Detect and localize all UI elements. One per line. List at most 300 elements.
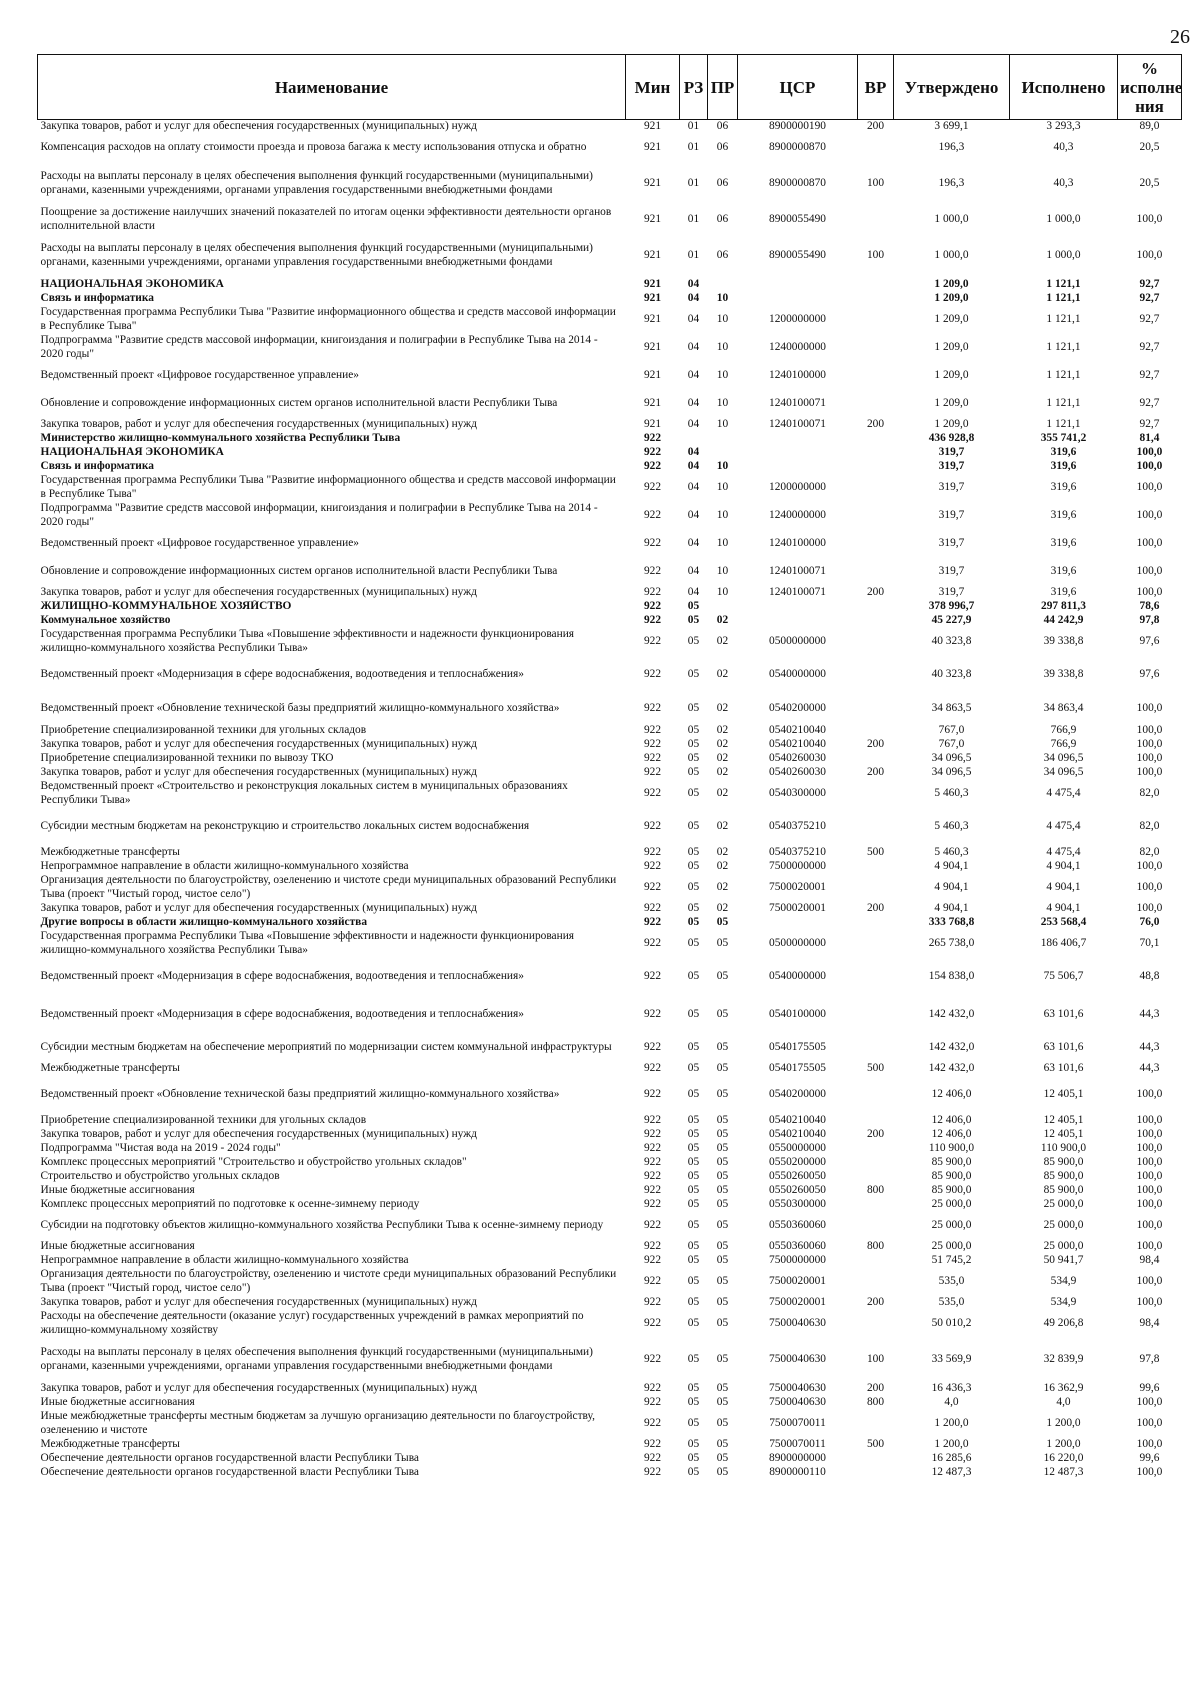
cell-percent: 100,0 — [1136, 248, 1163, 261]
cell-executed: 766,9 — [1050, 723, 1077, 736]
cell-executed: 25 000,0 — [1043, 1239, 1084, 1252]
cell-vr: 500 — [866, 1061, 885, 1074]
cell-executed: 319,6 — [1050, 585, 1077, 598]
budget-table-container — [37, 54, 1181, 1480]
cell-approved: 767,0 — [938, 737, 965, 750]
cell-name: ЖИЛИЩНО-КОММУНАЛЬНОЕ ХОЗЯЙСТВО — [40, 599, 292, 612]
cell-vr — [858, 996, 894, 1034]
cell-percent: 97,6 — [1139, 667, 1160, 680]
cell-vr — [858, 432, 894, 446]
cell-approved: 3 699,1 — [934, 120, 969, 132]
cell-pr: 05 — [716, 915, 729, 928]
cell-rz: 05 — [687, 1316, 700, 1329]
cell-executed: 63 101,6 — [1043, 1061, 1084, 1074]
table-row — [38, 460, 1182, 474]
table-row — [38, 278, 1182, 292]
cell-min: 922 — [643, 1381, 662, 1394]
cell-csr: 0540375210 — [769, 819, 826, 832]
cell-rz: 05 — [687, 819, 700, 832]
cell-name: Закупка товаров, работ и услуг для обеспечения государственных (муниципальных) нужд — [40, 1295, 477, 1308]
cell-executed: 34 096,5 — [1043, 751, 1084, 764]
header-name: Наименование — [38, 55, 626, 120]
cell-percent: 99,6 — [1139, 1451, 1160, 1464]
cell-rz: 05 — [687, 1274, 700, 1287]
cell-rz: 04 — [687, 508, 700, 521]
cell-approved: 1 000,0 — [934, 212, 969, 225]
table-row — [38, 1062, 1182, 1076]
cell-csr — [738, 432, 858, 446]
table-row — [38, 306, 1182, 334]
cell-pr: 05 — [716, 969, 729, 982]
cell-approved: 5 460,3 — [934, 786, 969, 799]
table-row — [38, 530, 1182, 558]
cell-name: Ведомственный проект «Модернизация в сфере водоснабжения, водоотведения и теплоснабжения» — [40, 667, 524, 680]
cell-name: Ведомственный проект «Модернизация в сфере водоснабжения, водоотведения и теплоснабжения» — [40, 1007, 524, 1020]
cell-executed: 75 506,7 — [1043, 969, 1084, 982]
cell-vr — [858, 600, 894, 614]
cell-percent: 100,0 — [1136, 737, 1163, 750]
cell-name: НАЦИОНАЛЬНАЯ ЭКОНОМИКА — [40, 445, 224, 458]
table-row — [38, 1310, 1182, 1338]
cell-rz: 05 — [687, 1007, 700, 1020]
cell-csr: 0540210040 — [769, 1127, 826, 1140]
cell-executed: 1 200,0 — [1046, 1416, 1081, 1429]
cell-min: 921 — [643, 212, 662, 225]
cell-name: Непрограммное направление в области жилищно-коммунального хозяйства — [40, 859, 409, 872]
cell-approved: 319,7 — [938, 585, 965, 598]
cell-percent: 100,0 — [1136, 1087, 1163, 1100]
cell-percent: 100,0 — [1136, 1295, 1163, 1308]
cell-rz: 05 — [687, 969, 700, 982]
cell-csr: 7500020001 — [769, 880, 826, 893]
cell-approved: 85 900,0 — [931, 1169, 972, 1182]
cell-pr: 06 — [716, 140, 729, 153]
cell-percent: 44,3 — [1139, 1040, 1160, 1053]
cell-pr: 05 — [716, 1395, 729, 1408]
cell-percent: 100,0 — [1136, 765, 1163, 778]
cell-csr — [738, 916, 858, 930]
cell-min: 922 — [643, 536, 662, 549]
cell-csr: 0500000000 — [769, 634, 826, 647]
cell-percent: 100,0 — [1136, 1437, 1163, 1450]
cell-min: 922 — [643, 936, 662, 949]
cell-vr: 200 — [866, 1127, 885, 1140]
cell-approved: 12 487,3 — [931, 1465, 972, 1478]
cell-rz: 04 — [687, 480, 700, 493]
cell-percent: 92,7 — [1139, 368, 1160, 381]
cell-pr: 10 — [716, 536, 729, 549]
cell-min: 922 — [643, 1061, 662, 1074]
cell-pr: 02 — [716, 880, 729, 893]
cell-percent: 48,8 — [1139, 969, 1160, 982]
cell-percent: 100,0 — [1136, 508, 1163, 521]
cell-name: Расходы на выплаты персоналу в целях обеспечения выполнения функций государственными (муниципальными) органами, казенными учреждениями, органами управления государственными внебюджетными фондами — [40, 1346, 593, 1372]
cell-approved: 4 904,1 — [934, 859, 969, 872]
cell-csr: 7500040630 — [769, 1316, 826, 1329]
cell-executed: 12 405,1 — [1043, 1087, 1084, 1100]
table-row — [38, 390, 1182, 418]
cell-vr — [858, 930, 894, 958]
cell-csr: 0540210040 — [769, 737, 826, 750]
cell-vr — [858, 724, 894, 738]
cell-executed: 253 568,4 — [1040, 915, 1087, 928]
cell-rz: 04 — [687, 459, 700, 472]
cell-executed: 1 121,1 — [1046, 417, 1081, 430]
cell-percent: 92,7 — [1139, 396, 1160, 409]
table-row — [38, 134, 1182, 162]
cell-pr: 05 — [716, 1155, 729, 1168]
cell-min: 922 — [643, 969, 662, 982]
table-row — [38, 656, 1182, 694]
cell-csr: 0540100000 — [769, 1007, 826, 1020]
cell-approved: 34 863,5 — [931, 701, 972, 714]
cell-executed: 534,9 — [1050, 1295, 1077, 1308]
cell-pr: 10 — [716, 480, 729, 493]
cell-rz: 01 — [687, 140, 700, 153]
cell-min: 922 — [643, 1465, 662, 1478]
cell-rz: 05 — [687, 1381, 700, 1394]
cell-approved: 12 406,0 — [931, 1127, 972, 1140]
cell-percent: 81,4 — [1139, 431, 1160, 444]
cell-vr — [858, 1212, 894, 1240]
cell-vr — [858, 656, 894, 694]
cell-min: 922 — [643, 915, 662, 928]
cell-csr: 7500040630 — [769, 1381, 826, 1394]
cell-executed: 25 000,0 — [1043, 1197, 1084, 1210]
cell-percent: 20,5 — [1139, 176, 1160, 189]
cell-csr — [738, 292, 858, 306]
table-row — [38, 958, 1182, 996]
cell-executed: 4 904,1 — [1046, 859, 1081, 872]
cell-rz: 05 — [687, 1155, 700, 1168]
cell-rz: 05 — [687, 634, 700, 647]
cell-name: Государственная программа Республики Тыва "Развитие информационного общества и средств массовой информации в Республике Тыва" — [40, 306, 616, 332]
cell-csr: 0540210040 — [769, 1113, 826, 1126]
cell-name: Расходы на выплаты персоналу в целях обеспечения выполнения функций государственными (муниципальными) органами, казенными учреждениями, органами управления государственными внебюджетными фондами — [40, 170, 593, 196]
cell-approved: 1 209,0 — [934, 396, 969, 409]
cell-percent: 100,0 — [1136, 480, 1163, 493]
cell-approved: 142 432,0 — [928, 1040, 975, 1053]
cell-percent: 100,0 — [1136, 1169, 1163, 1182]
table-row — [38, 1254, 1182, 1268]
cell-pr: 02 — [716, 819, 729, 832]
table-row — [38, 860, 1182, 874]
cell-rz: 05 — [687, 613, 700, 626]
cell-csr: 8900055490 — [769, 248, 826, 261]
cell-pr: 02 — [716, 901, 729, 914]
cell-approved: 196,3 — [938, 176, 965, 189]
cell-csr: 8900000870 — [769, 176, 826, 189]
cell-name: Ведомственный проект «Цифровое государственное управление» — [40, 536, 359, 549]
table-row — [38, 1452, 1182, 1466]
cell-executed: 12 405,1 — [1043, 1127, 1084, 1140]
table-row — [38, 1396, 1182, 1410]
cell-approved: 436 928,8 — [928, 431, 975, 444]
cell-executed: 40,3 — [1053, 140, 1074, 153]
cell-vr: 800 — [866, 1395, 885, 1408]
cell-vr — [858, 1254, 894, 1268]
table-row — [38, 234, 1182, 278]
cell-approved: 34 096,5 — [931, 751, 972, 764]
cell-executed: 40,3 — [1053, 176, 1074, 189]
cell-rz: 05 — [687, 786, 700, 799]
cell-executed: 16 220,0 — [1043, 1451, 1084, 1464]
cell-csr: 8900000870 — [769, 140, 826, 153]
cell-min: 922 — [643, 765, 662, 778]
cell-approved: 40 323,8 — [931, 634, 972, 647]
cell-approved: 85 900,0 — [931, 1183, 972, 1196]
cell-name: Приобретение специализированной техники для угольных складов — [40, 1113, 367, 1126]
table-row — [38, 930, 1182, 958]
cell-vr — [858, 958, 894, 996]
cell-vr: 800 — [866, 1239, 885, 1252]
cell-pr: 06 — [716, 248, 729, 261]
cell-percent: 100,0 — [1136, 1113, 1163, 1126]
cell-pr: 02 — [716, 723, 729, 736]
cell-name: Закупка товаров, работ и услуг для обеспечения государственных (муниципальных) нужд — [40, 901, 477, 914]
cell-min: 922 — [643, 431, 662, 444]
cell-pr: 10 — [716, 312, 729, 325]
cell-executed: 319,6 — [1050, 536, 1077, 549]
table-row — [38, 628, 1182, 656]
table-row — [38, 1198, 1182, 1212]
cell-min: 922 — [643, 480, 662, 493]
table-row — [38, 446, 1182, 460]
cell-csr — [738, 460, 858, 474]
table-row — [38, 996, 1182, 1034]
cell-rz: 05 — [687, 1451, 700, 1464]
cell-name: Приобретение специализированной техники по вывозу ТКО — [40, 751, 334, 764]
cell-min: 922 — [643, 1087, 662, 1100]
page-number: 26 — [1170, 26, 1190, 48]
cell-approved: 1 209,0 — [934, 368, 969, 381]
cell-rz: 05 — [687, 599, 700, 612]
cell-vr — [858, 1076, 894, 1114]
cell-pr: 02 — [716, 751, 729, 764]
cell-executed: 1 121,1 — [1046, 312, 1081, 325]
cell-csr: 0550000000 — [769, 1141, 826, 1154]
cell-executed: 63 101,6 — [1043, 1040, 1084, 1053]
cell-executed: 34 096,5 — [1043, 765, 1084, 778]
cell-min: 922 — [643, 1127, 662, 1140]
cell-name: Компенсация расходов на оплату стоимости проезда и провоза багажа к месту использования отпуска и обратно — [40, 140, 587, 153]
cell-approved: 51 745,2 — [931, 1253, 972, 1266]
cell-vr: 500 — [866, 1437, 885, 1450]
table-row — [38, 902, 1182, 916]
cell-approved: 25 000,0 — [931, 1218, 972, 1231]
cell-min: 922 — [643, 1113, 662, 1126]
cell-approved: 25 000,0 — [931, 1197, 972, 1210]
cell-min: 922 — [643, 1352, 662, 1365]
cell-pr: 06 — [716, 120, 729, 132]
cell-min: 922 — [643, 723, 662, 736]
cell-rz: 04 — [687, 445, 700, 458]
cell-percent: 100,0 — [1136, 859, 1163, 872]
cell-name: Ведомственный проект «Обновление технической базы предприятий жилищно-коммунального хозяйства» — [40, 701, 560, 714]
cell-executed: 534,9 — [1050, 1274, 1077, 1287]
cell-percent: 99,6 — [1139, 1381, 1160, 1394]
cell-min: 922 — [643, 845, 662, 858]
cell-vr — [858, 1142, 894, 1156]
cell-approved: 4 904,1 — [934, 901, 969, 914]
cell-percent: 100,0 — [1136, 1416, 1163, 1429]
table-row — [38, 1338, 1182, 1382]
cell-executed: 4 475,4 — [1046, 819, 1081, 832]
cell-min: 922 — [643, 445, 662, 458]
table-row — [38, 206, 1182, 234]
cell-vr — [858, 1452, 894, 1466]
cell-percent: 100,0 — [1136, 1127, 1163, 1140]
cell-pr: 05 — [716, 1183, 729, 1196]
table-row — [38, 1268, 1182, 1296]
cell-min: 921 — [643, 340, 662, 353]
cell-csr — [738, 614, 858, 628]
table-row — [38, 752, 1182, 766]
cell-pr: 10 — [716, 585, 729, 598]
table-row — [38, 1128, 1182, 1142]
cell-min: 921 — [643, 120, 662, 132]
cell-pr: 06 — [716, 176, 729, 189]
cell-vr — [858, 362, 894, 390]
cell-approved: 110 900,0 — [928, 1141, 975, 1154]
cell-name: Государственная программа Республики Тыва "Развитие информационного общества и средств массовой информации в Республике Тыва" — [40, 474, 616, 500]
cell-vr — [858, 1034, 894, 1062]
cell-name: Подпрограмма "Развитие средств массовой информации, книгоиздания и полиграфии в Республике Тыва на 2014 - 2020 годы" — [40, 334, 598, 360]
cell-name: Иные межбюджетные трансферты местным бюджетам за лучшую организацию деятельности по благоустройству, озеленению и чистоте — [40, 1410, 595, 1436]
cell-csr: 1240100071 — [769, 417, 826, 430]
cell-approved: 40 323,8 — [931, 667, 972, 680]
table-row — [38, 780, 1182, 808]
cell-executed: 1 121,1 — [1046, 396, 1081, 409]
cell-percent: 100,0 — [1136, 459, 1163, 472]
cell-name: Подпрограмма "Чистая вода на 2019 - 2024 годы" — [40, 1141, 281, 1154]
cell-executed: 85 900,0 — [1043, 1169, 1084, 1182]
cell-rz: 04 — [687, 312, 700, 325]
cell-min: 922 — [643, 585, 662, 598]
cell-executed: 49 206,8 — [1043, 1316, 1084, 1329]
cell-csr: 8900000000 — [769, 1451, 826, 1464]
cell-percent: 100,0 — [1136, 701, 1163, 714]
cell-csr: 1240100071 — [769, 585, 826, 598]
cell-approved: 1 209,0 — [934, 277, 969, 290]
cell-name: Закупка товаров, работ и услуг для обеспечения государственных (муниципальных) нужд — [40, 120, 477, 132]
cell-pr: 05 — [716, 1197, 729, 1210]
cell-min: 921 — [643, 140, 662, 153]
table-row — [38, 1382, 1182, 1396]
cell-vr — [858, 292, 894, 306]
cell-approved: 767,0 — [938, 723, 965, 736]
header-executed: Исполнено — [1010, 55, 1118, 120]
cell-pr: 02 — [716, 667, 729, 680]
cell-pr: 10 — [716, 459, 729, 472]
cell-executed: 1 121,1 — [1046, 291, 1081, 304]
cell-percent: 100,0 — [1136, 585, 1163, 598]
cell-pr: 05 — [716, 1437, 729, 1450]
cell-approved: 1 209,0 — [934, 417, 969, 430]
cell-rz: 01 — [687, 248, 700, 261]
cell-name: Субсидии местным бюджетам на реконструкцию и строительство локальных систем водоснабжения — [40, 819, 530, 832]
cell-executed: 39 338,8 — [1043, 667, 1084, 680]
cell-name: Приобретение специализированной техники для угольных складов — [40, 723, 367, 736]
cell-percent: 98,4 — [1139, 1253, 1160, 1266]
table-row — [38, 292, 1182, 306]
cell-percent: 92,7 — [1139, 417, 1160, 430]
cell-rz: 05 — [687, 1141, 700, 1154]
cell-rz: 05 — [687, 1040, 700, 1053]
cell-approved: 1 200,0 — [934, 1416, 969, 1429]
cell-rz: 05 — [687, 859, 700, 872]
cell-rz: 04 — [687, 368, 700, 381]
cell-percent: 100,0 — [1136, 1155, 1163, 1168]
cell-executed: 319,6 — [1050, 508, 1077, 521]
cell-csr: 0540210040 — [769, 723, 826, 736]
table-row — [38, 502, 1182, 530]
cell-rz: 05 — [687, 1113, 700, 1126]
cell-pr: 10 — [716, 340, 729, 353]
cell-min: 922 — [643, 737, 662, 750]
cell-rz: 05 — [687, 1395, 700, 1408]
cell-vr — [858, 460, 894, 474]
cell-executed: 319,6 — [1050, 564, 1077, 577]
cell-pr: 05 — [716, 1087, 729, 1100]
cell-executed: 3 293,3 — [1046, 120, 1081, 132]
cell-name: Закупка товаров, работ и услуг для обеспечения государственных (муниципальных) нужд — [40, 737, 477, 750]
cell-percent: 100,0 — [1136, 751, 1163, 764]
table-row — [38, 558, 1182, 586]
cell-rz: 04 — [687, 396, 700, 409]
cell-csr: 0550260050 — [769, 1183, 826, 1196]
cell-name: НАЦИОНАЛЬНАЯ ЭКОНОМИКА — [40, 277, 224, 290]
cell-min: 922 — [643, 1437, 662, 1450]
cell-min: 921 — [643, 277, 662, 290]
cell-name: Закупка товаров, работ и услуг для обеспечения государственных (муниципальных) нужд — [40, 765, 477, 778]
cell-percent: 100,0 — [1136, 1274, 1163, 1287]
cell-csr: 0550260050 — [769, 1169, 826, 1182]
cell-rz: 05 — [687, 880, 700, 893]
cell-percent: 100,0 — [1136, 880, 1163, 893]
cell-approved: 154 838,0 — [928, 969, 975, 982]
cell-pr: 05 — [716, 1169, 729, 1182]
cell-min: 922 — [643, 1218, 662, 1231]
cell-executed: 110 900,0 — [1040, 1141, 1087, 1154]
cell-name: Межбюджетные трансферты — [40, 845, 180, 858]
cell-pr: 05 — [716, 936, 729, 949]
table-row — [38, 1212, 1182, 1240]
cell-csr: 1200000000 — [769, 480, 826, 493]
table-row — [38, 120, 1182, 134]
cell-rz: 05 — [687, 723, 700, 736]
cell-name: Закупка товаров, работ и услуг для обеспечения государственных (муниципальных) нужд — [40, 1127, 477, 1140]
cell-min: 922 — [643, 1295, 662, 1308]
cell-min: 921 — [643, 176, 662, 189]
cell-name: Иные бюджетные ассигнования — [40, 1239, 195, 1252]
cell-rz: 01 — [687, 120, 700, 132]
cell-executed: 319,6 — [1050, 480, 1077, 493]
cell-rz: 05 — [687, 1087, 700, 1100]
cell-approved: 12 406,0 — [931, 1087, 972, 1100]
table-row — [38, 874, 1182, 902]
cell-pr: 02 — [716, 859, 729, 872]
cell-percent: 82,0 — [1139, 845, 1160, 858]
cell-vr — [858, 694, 894, 724]
cell-pr: 05 — [716, 1465, 729, 1478]
cell-percent: 100,0 — [1136, 445, 1163, 458]
cell-name: Подпрограмма "Развитие средств массовой информации, книгоиздания и полиграфии в Республике Тыва на 2014 - 2020 годы" — [40, 502, 598, 528]
cell-pr: 02 — [716, 613, 729, 626]
cell-min: 922 — [643, 1141, 662, 1154]
cell-approved: 319,7 — [938, 459, 965, 472]
cell-min: 921 — [643, 368, 662, 381]
